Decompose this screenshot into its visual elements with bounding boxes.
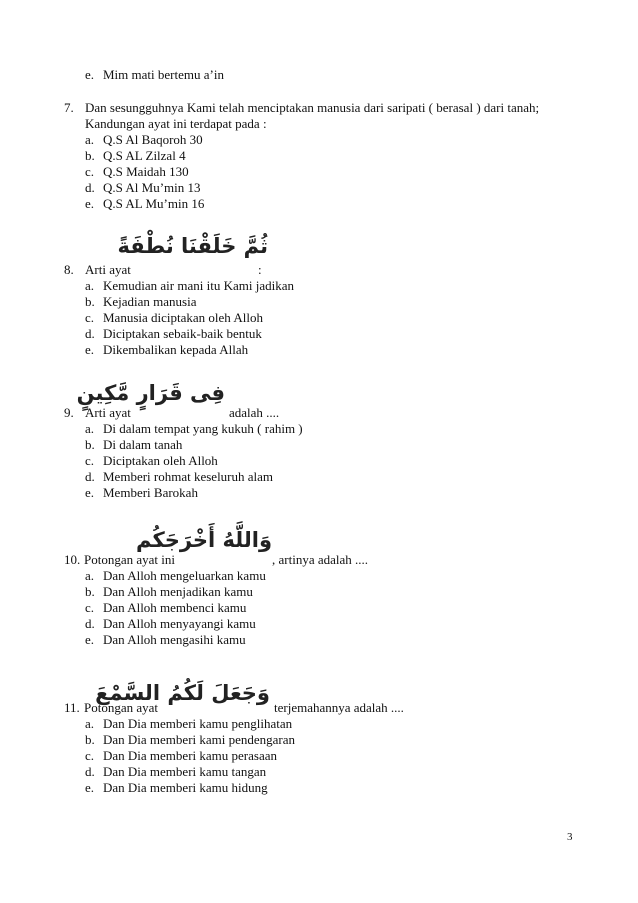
q10-suffix: , artinya adalah ....	[272, 552, 369, 567]
q9-number: 9.	[64, 405, 74, 420]
q7-text-line1: Dan sesungguhnya Kami telah menciptakan manusia dari saripati ( berasal ) dari tanah;	[85, 100, 540, 115]
q10-prefix: Potongan ayat ini	[84, 552, 175, 567]
q10-number: 10.	[64, 552, 81, 567]
q7-text-line2: Kandungan ayat ini terdapat pada :	[85, 116, 267, 131]
q8-prefix: Arti ayat	[85, 262, 131, 277]
q8-arabic-verse: ثُمَّ خَلَقْنَا نُطْفَةً	[117, 234, 268, 258]
q11-arabic-verse: وَجَعَلَ لَكُمُ السَّمْعَ	[95, 681, 270, 705]
q11-number: 11.	[64, 700, 80, 715]
q9-suffix: adalah ....	[229, 405, 280, 420]
q11-suffix: terjemahannya adalah ....	[274, 700, 404, 715]
q7-number: 7.	[64, 100, 74, 115]
q11-prefix: Potongan ayat	[84, 700, 159, 715]
q10-arabic-verse: وَاللَّهُ أَخْرَجَكُم	[136, 528, 272, 552]
q9-prefix: Arti ayat	[85, 405, 131, 420]
q8-suffix: :	[258, 262, 262, 277]
q8-number: 8.	[64, 262, 74, 277]
page-number: 3	[567, 831, 573, 843]
q9-arabic-verse: فِى قَرَارٍ مَّكِينٍ	[76, 381, 225, 405]
